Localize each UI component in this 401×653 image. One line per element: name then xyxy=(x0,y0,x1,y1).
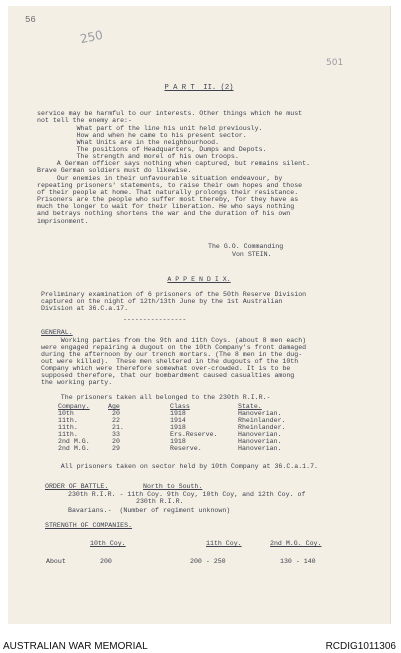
table-header: State. xyxy=(238,403,262,410)
appendix-intro-line: Preliminary examination of 6 prisoners of the 50th Reserve Division xyxy=(41,291,307,298)
order-of-battle-heading: ORDER OF BATTLE. xyxy=(45,483,109,490)
archive-name: AUSTRALIAN WAR MEMORIAL xyxy=(3,641,148,652)
table-header: Company. xyxy=(58,403,90,410)
signature-name: Von STEIN. xyxy=(232,251,272,258)
appendix-intro-line: captured on the night of 12th/13th June by the 1st Australian xyxy=(41,298,283,305)
strength-col-header: 10th Coy. xyxy=(90,540,126,547)
pencil-mark: 250 xyxy=(78,27,105,47)
order-of-battle-line: 230th R.I.R. - 11th Coy. 9th Coy, 10th Coy, and 12th Coy. of xyxy=(68,491,306,498)
strength-col-header: 2nd M.G. Coy. xyxy=(270,540,322,547)
order-of-battle-line: 230th R.I.R. xyxy=(136,498,184,505)
general-heading: GENERAL. xyxy=(41,329,73,336)
appendix-title: A P P E N D I X. xyxy=(167,276,231,283)
table-header: Class xyxy=(170,403,190,410)
archive-footer xyxy=(0,628,401,653)
page-number: 56 xyxy=(25,15,36,25)
table-header: Age xyxy=(108,403,120,410)
strength-heading: STRENGTH OF COMPANIES. xyxy=(45,522,133,529)
document-page: 56 250 501 P A R T II. (2) service may be harmful to our interests. Other things which he must not tell the enemy are:- What part of the line his unit held previously. How and when he came to his present sector. What Units are in the neighbourhood. The positions of Headquarters, Dumps and Depots. The strength and morel of his own troops. A German officer says nothing when captured, but remains silent. Brave German soldiers must do likewise. Our enemies in their unfavourable situation endeavour, by repeating prisoners' statements, to raise their own hopes and those of their people at home. That naturally prolongs their resistance. Prisoners are the people who suffer most thereby, for they have as much the longer to wait for their liberation. He who says nothing and betrays nothing shortens the war and the duration of his own imprisonment. The G.O. Commanding Von STEIN. A P P E N D I X. Preliminary examination of 6 prisoners of the 50th Reserve Division captured on the night of 12th/13th June by the 1st Australian Division at 36.C.a.17. ---------------- GENERAL. Working parties from the 9th and 11th Coys. (about 8 men each) were engaged repairing a dugout on the 10th Company's front damaged during the afternoon by our trench mortars. (The 8 men in the dug- out were killed). These men sheltered in the dugouts of the 10th Company which were therefore somewhat over-crowded. It is to be supposed therefore, that our bombardment caused casualties among the working party. The prisoners taken all belonged to the 230th R.I.R.- Company. Age Class State. 10th 20 1918 Hanoverian. 11th. 22 1914 Rheinlander. 11th. 21. 1918 Rheinlander. 11th. 33 Ers.Reserve. Hanoverian. 2nd M.G. 20 1918 Hanoverian. 2nd M.G. 29 Reserve. Hanoverian. All prisoners taken on sector held by 10th Company at 36.C.a.1.7. ORDER OF BATTLE. North to South. 230th R.I.R. - 11th Coy. 9th Coy, 10th Coy, and 12th Coy. of 230th R.I.R. Bavarians.- (Number of regiment unknown) STRENGTH OF COMPANIES. 10th Coy. 11th Coy. 2nd M.G. Coy. About 200 200 - 250 130 - 140 xyxy=(8,6,391,624)
appendix-intro-line: Division at 36.C.a.17. xyxy=(41,305,129,312)
signature-title: The G.O. Commanding xyxy=(208,243,284,250)
divider: ---------------- xyxy=(123,316,187,323)
strength-col-header: 11th Coy. xyxy=(206,540,242,547)
part-heading: P A R T II. (2) xyxy=(164,84,234,92)
regiment-line: The prisoners taken all belonged to the 230th R.I.R.- xyxy=(41,394,271,401)
pencil-mark: 501 xyxy=(326,58,344,68)
sector-line: All prisoners taken on sector held by 10th Company at 36.C.a.1.7. xyxy=(41,463,318,470)
order-of-battle-line: Bavarians.- (Number of regiment unknown) xyxy=(68,507,231,514)
order-of-battle-direction: North to South. xyxy=(143,483,203,490)
record-id: RCDIG1011306 xyxy=(325,641,396,652)
